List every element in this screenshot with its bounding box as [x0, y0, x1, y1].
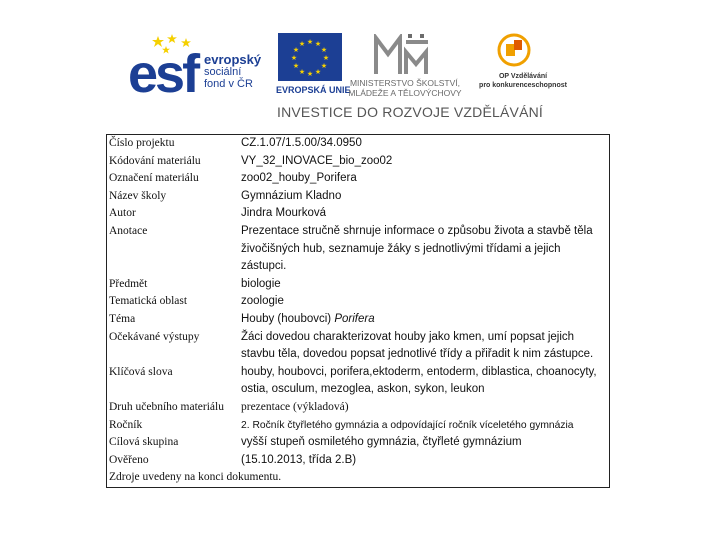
- row-label: Předmět: [109, 277, 148, 290]
- table-row: [107, 205, 610, 223]
- svg-text:★: ★: [298, 40, 306, 48]
- row-label: Autor: [109, 207, 136, 220]
- row-value: 2. Ročník čtyřletého gymnázia a odpovídající ročník víceletého gymnázia: [241, 419, 574, 431]
- msmt-text: [340, 78, 470, 98]
- svg-text:★: ★: [322, 54, 330, 62]
- table-row: [107, 170, 610, 188]
- op-mark-icon: [496, 32, 532, 68]
- svg-text:★: ★: [320, 46, 328, 54]
- row-value: zoo02_houby_Porifera: [241, 172, 357, 185]
- row-label: Druh učebního materiálu: [109, 400, 224, 413]
- row-label: Anotace: [109, 224, 148, 237]
- table-row: [107, 293, 610, 311]
- svg-text:★: ★: [290, 54, 298, 62]
- logo-bar: [0, 0, 720, 130]
- row-value: biologie: [241, 277, 281, 290]
- esf-logo: [128, 32, 268, 102]
- row-label: Ověřeno: [109, 453, 149, 466]
- row-value: CZ.1.07/1.5.00/34.0950: [241, 137, 362, 149]
- row-value: VY_32_INOVACE_bio_zoo02: [241, 154, 393, 167]
- row-value: Žáci dovedou charakterizovat houby jako kmen, umí popsat jejich stavbu těla, dovedou popsat jednotlivé třídy a přiřadit k nim zástupce.: [241, 330, 594, 361]
- svg-text:★: ★: [298, 68, 306, 76]
- op-line2: pro konkurenceschopnost: [479, 82, 567, 89]
- topic-text: Houby (houbovci): [241, 312, 332, 325]
- row-value: houby, houbovci, porifera,ektoderm, entoderm, diblastica, choanocyty, ostia, osculum, mezoglea, askon, sykon, leukon: [241, 365, 597, 396]
- row-value: [239, 311, 610, 329]
- row-label: Název školy: [109, 189, 167, 202]
- msmt-line1: MINISTERSTVO ŠKOLSTVÍ,: [349, 78, 461, 88]
- row-value: (15.10.2013, třída 2.B): [241, 453, 357, 466]
- svg-text:★: ★: [314, 40, 322, 48]
- table-row: [107, 135, 610, 153]
- row-label: Cílová skupina: [109, 436, 179, 449]
- table-row: [107, 364, 610, 399]
- eu-logo: [276, 33, 351, 95]
- row-label: Ročník: [109, 418, 143, 431]
- row-label: Téma: [109, 312, 136, 325]
- row-label: Označení materiálu: [109, 172, 199, 185]
- table-row: [107, 417, 610, 435]
- svg-text:★: ★: [292, 46, 300, 54]
- row-value: Prezentace stručně shrnuje informace o způsobu života a stavbě těla živočišných hub, seznamuje žáky s jednotlivými třídami a jejich zástupci.: [241, 224, 593, 273]
- row-value: prezentace (výkladová): [241, 400, 349, 413]
- row-value: zoologie: [241, 295, 284, 308]
- esf-line3: fond v ČR: [204, 78, 253, 90]
- svg-text:★: ★: [320, 62, 328, 70]
- msmt-logo: [340, 34, 470, 98]
- table-row: [107, 434, 610, 452]
- sources-note: Zdroje uvedeny na konci dokumentu.: [109, 471, 282, 484]
- table-row: [107, 329, 610, 364]
- row-label: Očekávané výstupy: [109, 330, 200, 343]
- table-row: [107, 399, 610, 417]
- row-value: vyšší stupeň osmiletého gymnázia, čtyřleté gymnázium: [241, 436, 522, 449]
- table-row: [107, 452, 610, 470]
- svg-text:★: ★: [314, 68, 322, 76]
- eu-flag-icon: [278, 33, 342, 81]
- metadata-table: [106, 134, 610, 488]
- eu-stars-icon: [278, 33, 342, 81]
- op-logo: [478, 32, 568, 102]
- row-label: Klíčová slova: [109, 365, 173, 378]
- row-label: Číslo projektu: [109, 137, 175, 149]
- eu-label: EVROPSKÁ UNIE: [276, 85, 351, 95]
- table-row: [107, 223, 610, 276]
- esf-line1: evropský: [204, 52, 262, 67]
- op-text: [478, 72, 568, 90]
- row-value: Gymnázium Kladno: [241, 189, 342, 202]
- esf-letters: esf: [128, 44, 198, 104]
- msmt-line2: MLÁDEŽE A TĚLOVÝCHOVY: [348, 88, 462, 98]
- table-row: [107, 276, 610, 294]
- svg-text:★: ★: [306, 38, 314, 46]
- svg-text:★: ★: [306, 70, 314, 78]
- esf-text: [204, 54, 261, 90]
- table-row: [107, 188, 610, 206]
- topic-latin: Porifera: [334, 312, 375, 325]
- msmt-mark-icon: [372, 34, 432, 76]
- row-label: Tematická oblast: [109, 295, 188, 308]
- op-line1: OP Vzdělávání: [498, 73, 548, 80]
- esf-line2: sociální: [204, 66, 242, 78]
- row-label: Kódování materiálu: [109, 154, 201, 167]
- table-row: [107, 153, 610, 171]
- tagline: [0, 104, 720, 120]
- table-row: [107, 311, 610, 329]
- tagline-text: INVESTICE DO ROZVOJE VZDĚLÁVÁNÍ: [276, 104, 544, 120]
- svg-text:★: ★: [292, 62, 300, 70]
- table-row: [107, 469, 610, 487]
- row-value: Jindra Mourková: [241, 207, 327, 220]
